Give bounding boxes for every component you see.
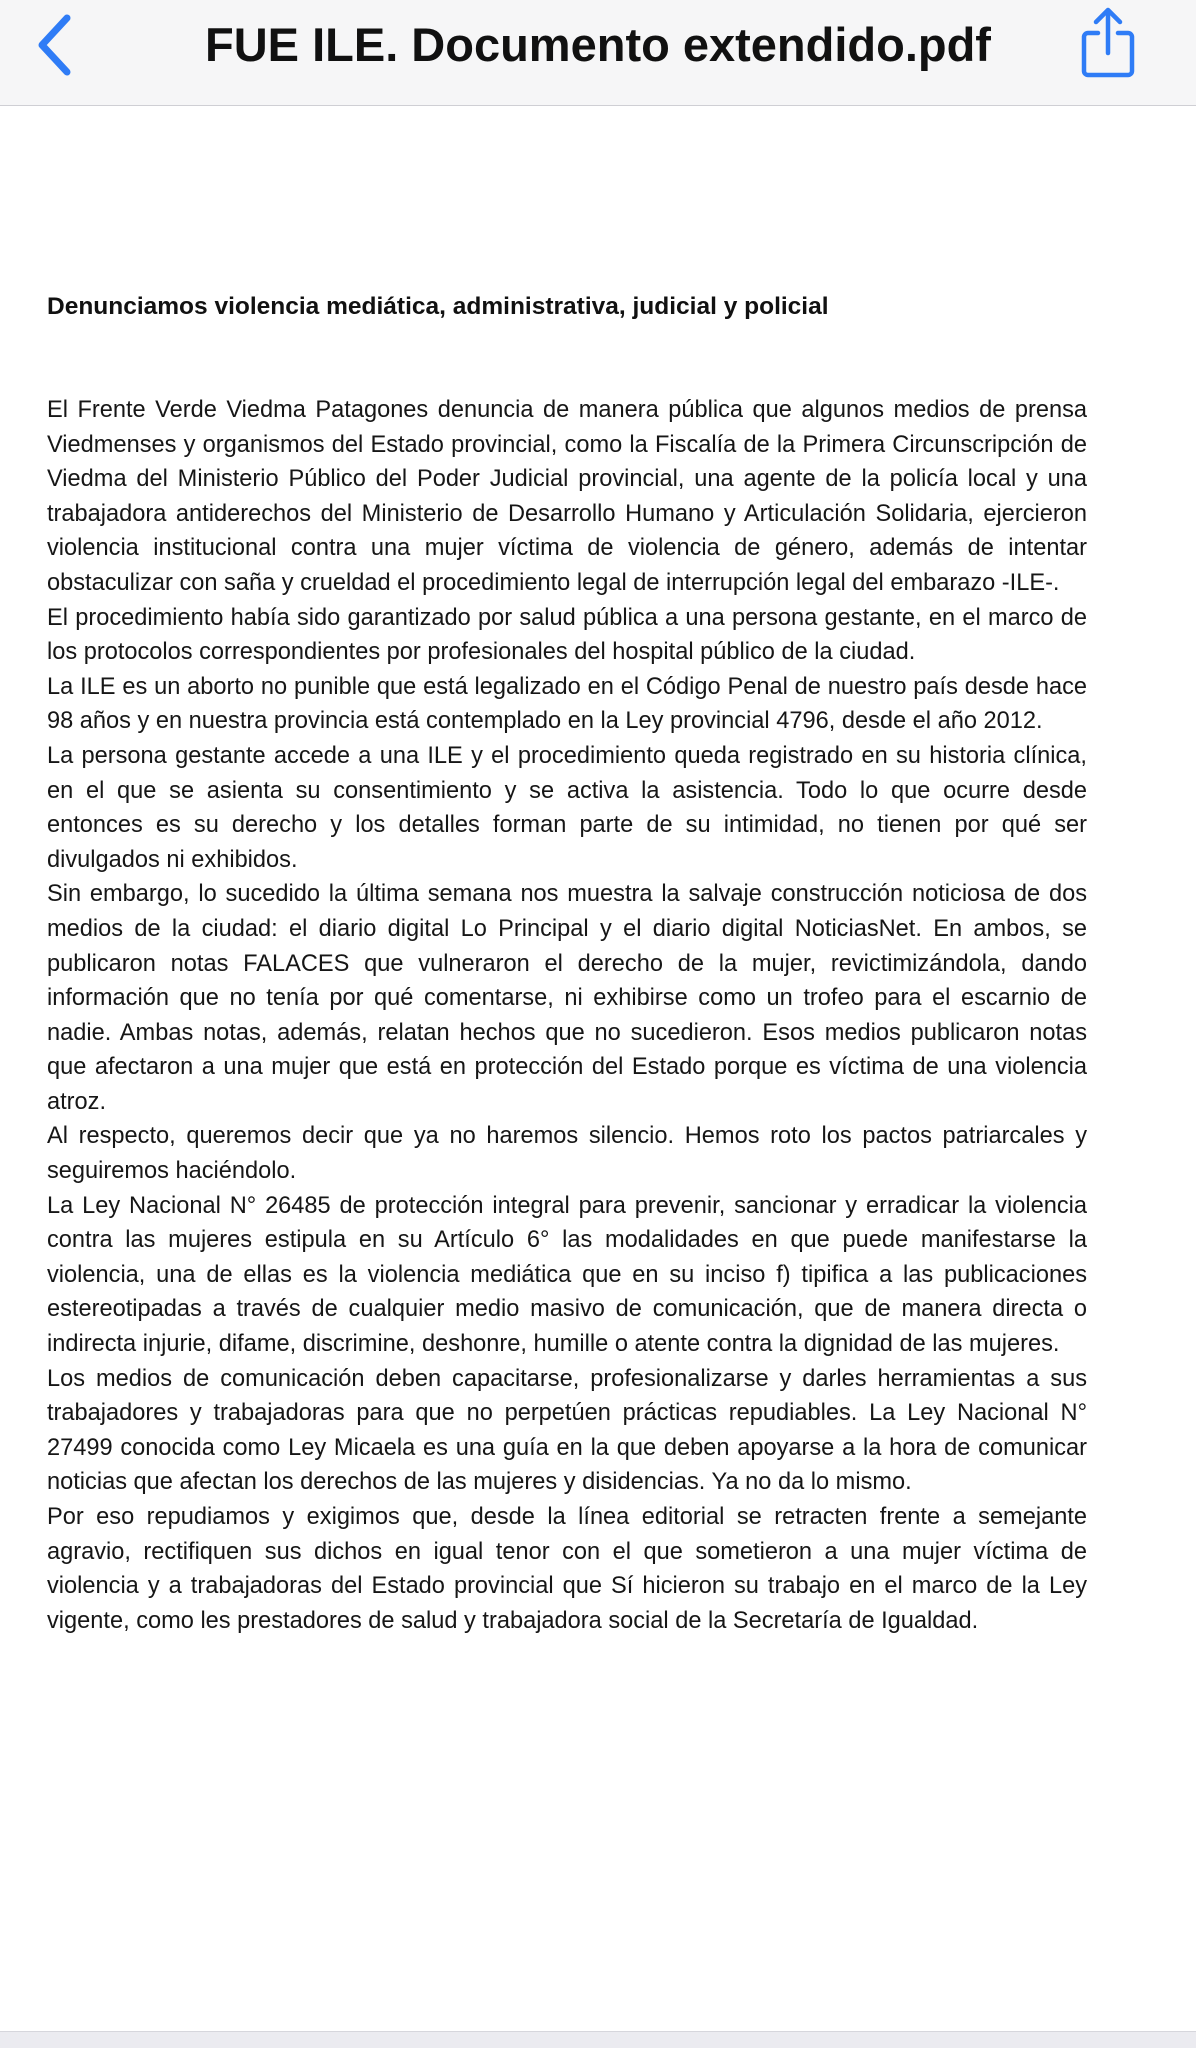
paragraph: La ILE es un aborto no punible que está legalizado en el Código Penal de nuestro país desde hace 98 años y en nuestra provincia está contemplado en la Ley provincial 4796, desde el año 2012. [47,673,1087,735]
bottom-toolbar-edge [0,2031,1196,2048]
share-button[interactable] [1072,0,1144,86]
paragraph: La Ley Nacional N° 26485 de protección integral para prevenir, sancionar y erradicar la violencia contra las mujeres estipula en su Artículo 6° las modalidades en que puede manifestarse la violencia, una de ellas es la violencia mediática que en su inciso f) tipifica a las publicaciones estereotipadas a través de cualquier medio masivo de comunicación, que de manera directa o indirecta injurie, difame, discrimine, deshonre, humille o atente contra la dignidad de las mujeres. [47,1192,1087,1358]
paragraph: La persona gestante accede a una ILE y el procedimiento queda registrado en su historia clínica, en el que se asienta su consentimiento y se activa la asistencia. Todo lo que ocurre desde entonces es su derecho y los detalles forman parte de su intimidad, no tienen por qué ser divulgados ni exhibidos. [47,742,1087,873]
paragraph: El procedimiento había sido garantizado por salud pública a una persona gestante, en el marco de los protocolos correspondientes por profesionales del hospital público de la ciudad. [47,604,1087,666]
navigation-bar [0,0,1196,106]
document-heading: Denunciamos violencia mediática, administrativa, judicial y policial [47,293,829,320]
share-icon [1079,7,1137,79]
back-button[interactable] [20,0,110,90]
paragraph: El Frente Verde Viedma Patagones denuncia de manera pública que algunos medios de prensa Viedmenses y organismos del Estado provincial, como la Fiscalía de la Primera Circunscripción de Viedma del Ministerio Público del Poder Judicial provincial, una agente de la policía local y una trabajadora antiderechos del Ministerio de Desarrollo Humano y Articulación Solidaria, ejercieron violencia institucional contra una mujer víctima de violencia de género, además de intentar obstaculizar con saña y crueldad el procedimiento legal de interrupción legal del embarazo -ILE-. [47,397,1087,596]
document-body [47,393,1087,1638]
document-title: FUE ILE. Documento extendido.pdf [205,18,991,71]
paragraph: Los medios de comunicación deben capacitarse, profesionalizarse y darles herramientas a sus trabajadores y trabajadoras para que no perpetúen prácticas repudiables. La Ley Nacional N° 27499 conocida como Ley Micaela es una guía en la que deben apoyarse a la hora de comunicar noticias que afectan los derechos de las mujeres y disidencias. Ya no da lo mismo. [47,1365,1087,1496]
paragraph: Al respecto, queremos decir que ya no haremos silencio. Hemos roto los pactos patriarcales y seguiremos haciéndolo. [47,1123,1087,1185]
paragraph: Sin embargo, lo sucedido la última semana nos muestra la salvaje construcción noticiosa de dos medios de la ciudad: el diario digital Lo Principal y el diario digital NoticiasNet. En ambos, se publicaron notas FALACES que vulneraron el derecho de la mujer, revictimizándola, dando información que no tenía por qué comentarse, ni exhibirse como un trofeo para el escarnio de nadie. Ambas notas, además, relatan hechos que no sucedieron. Esos medios publicaron notas que afectaron a una mujer que está en protección del Estado porque es víctima de una violencia atroz. [47,881,1087,1115]
chevron-left-icon [36,14,72,76]
paragraph: Por eso repudiamos y exigimos que, desde la línea editorial se retracten frente a semejante agravio, rectifiquen sus dichos en igual tenor con el que sometieron a una mujer víctima de violencia y a trabajadoras del Estado provincial que Sí hicieron su trabajo en el marco de la Ley vigente, como les prestadores de salud y trabajadora social de la Secretaría de Igualdad. [47,1504,1087,1634]
pdf-page[interactable] [0,106,1196,2032]
